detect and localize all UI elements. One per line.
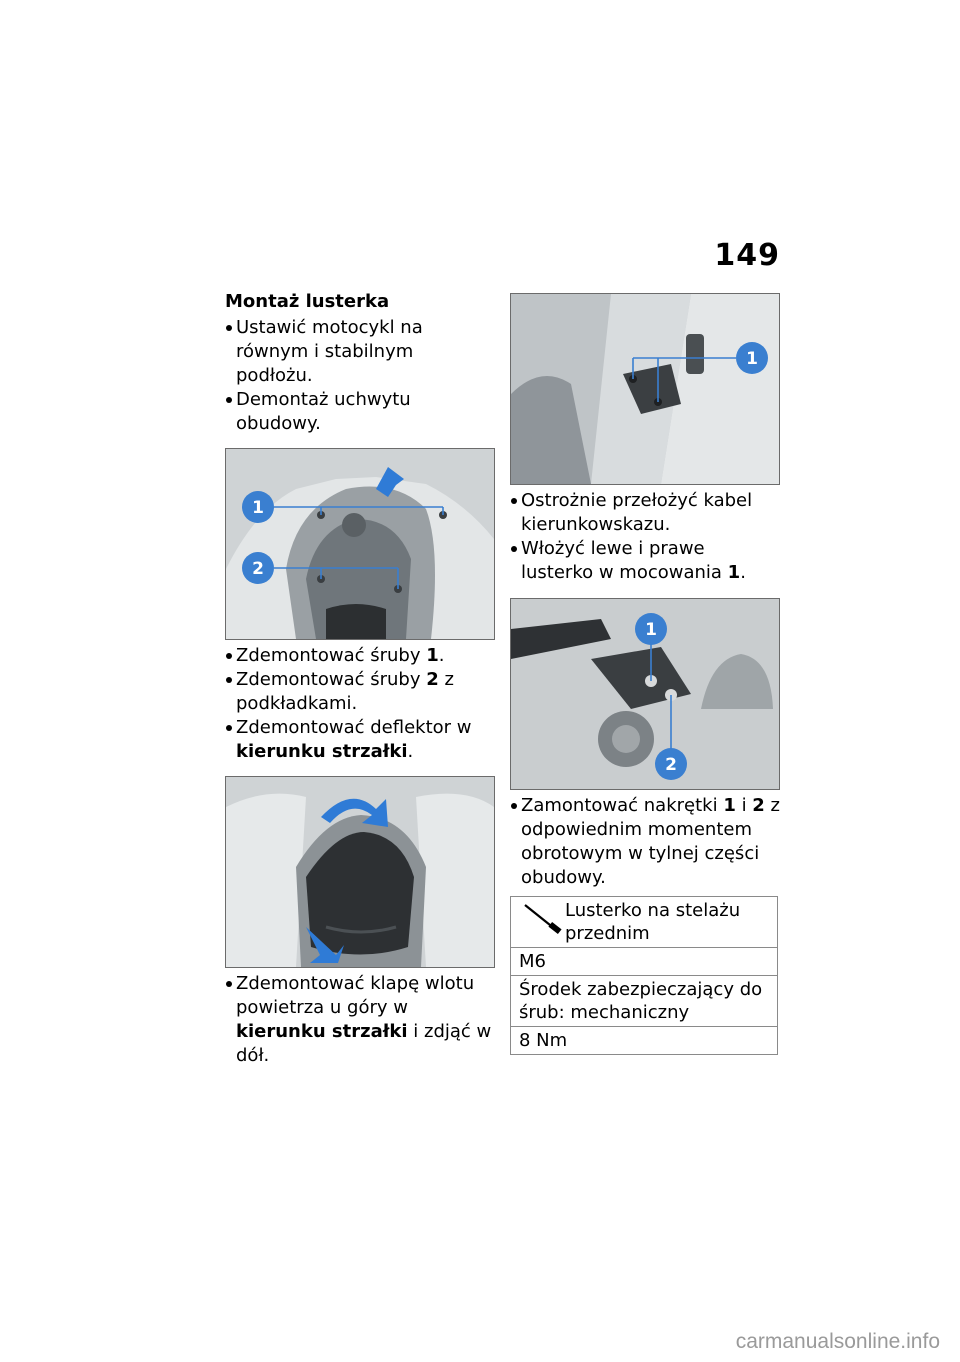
watermark: carmanualsonline.info (735, 1330, 940, 1353)
steps-list-c (225, 972, 495, 1068)
illustration-mirror-nuts (511, 599, 779, 789)
table-row (511, 948, 778, 976)
torque-spec-table (510, 896, 778, 1055)
steps-list-a (225, 316, 495, 436)
spec-title: Lusterko na stelażu przednim (565, 900, 741, 944)
step-item: Włożyć lewe i prawe lusterko w mocowania 1. (510, 537, 780, 585)
step-item: Demontaż uchwytu obudowy. (225, 388, 495, 436)
spec-thread: M6 (511, 948, 778, 976)
step-item: Zdemontować śruby 2 z podkładkami. (225, 668, 495, 716)
figure-deflector-screws (225, 448, 495, 640)
steps-list-b (225, 644, 495, 764)
step-item: Zdemontować śruby 1. (225, 644, 495, 668)
section-heading: Montaż lusterka (225, 291, 390, 312)
table-row (511, 1027, 778, 1055)
table-row (511, 976, 778, 1027)
illustration-air-intake (226, 777, 494, 967)
illustration-deflector (226, 449, 494, 639)
callout-label: 2 (252, 559, 264, 579)
spec-title-cell (511, 897, 778, 948)
step-item: Zdemontować deflektor w kierunku strzałki. (225, 716, 495, 764)
figure-turn-signal-cable (510, 293, 780, 485)
steps-list-b (510, 794, 780, 890)
figure-air-intake-flap (225, 776, 495, 968)
step-item: Ustawić motocykl na równym i stabilnym podłożu. (225, 316, 495, 388)
steps-list-a (510, 489, 780, 585)
illustration-mirror-mount (511, 294, 779, 484)
left-column (225, 290, 495, 1068)
page-number: 149 (714, 238, 780, 273)
step-item: Zdemontować klapę wlotu powietrza u góry w kierunku strzałki i zdjąć w dół. (225, 972, 495, 1068)
right-column (510, 293, 780, 1055)
step-item: Ostrożnie przełożyć kabel kierunkowskazu. (510, 489, 780, 537)
torque-wrench-icon (519, 899, 565, 939)
figure-mirror-nuts (510, 598, 780, 790)
callout-label: 1 (252, 498, 264, 518)
callout-label: 1 (645, 620, 657, 640)
spec-torque: 8 Nm (511, 1027, 778, 1055)
callout-label: 2 (665, 755, 677, 775)
spec-locking-agent: Środek zabezpieczający do śrub: mechaniczny (511, 976, 778, 1027)
table-row (511, 897, 778, 948)
step-item: Zamontować nakrętki 1 i 2 z odpowiednim momentem obrotowym w tylnej części obudowy. (510, 794, 780, 890)
callout-label: 1 (746, 349, 758, 369)
